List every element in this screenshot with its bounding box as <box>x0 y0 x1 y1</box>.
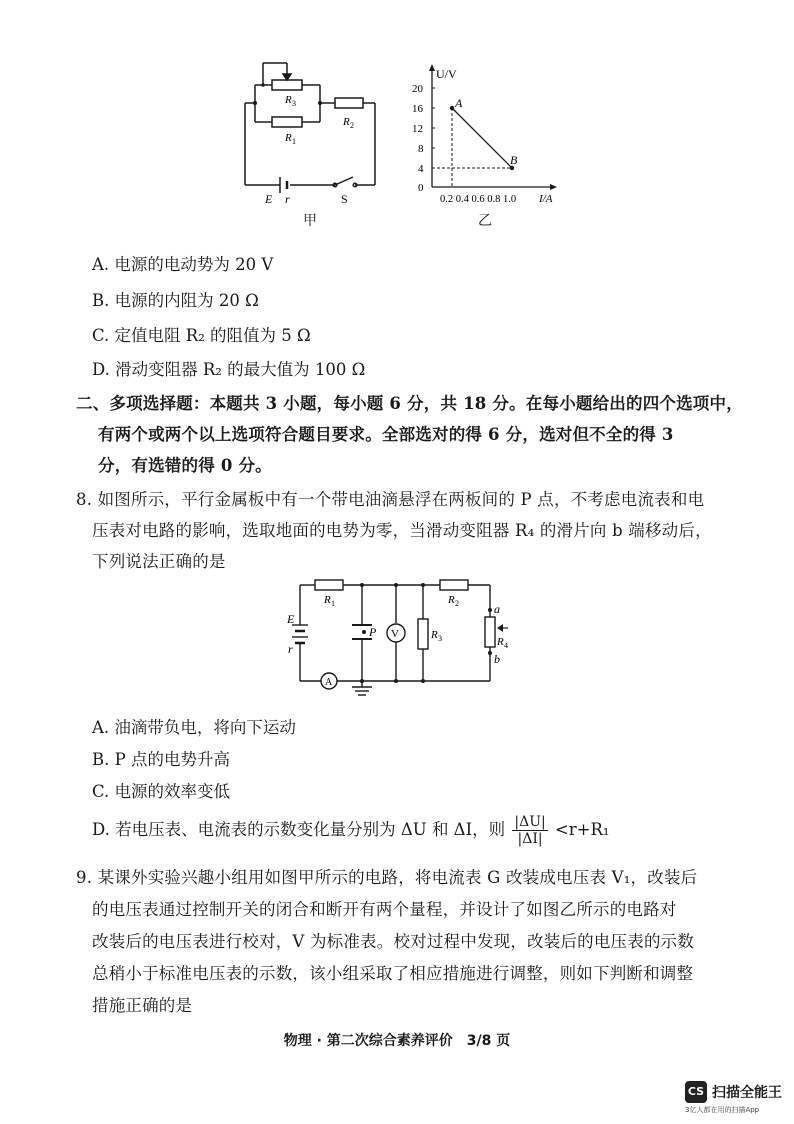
logo-subtitle: 3亿人都在用的扫描App <box>685 1106 760 1114</box>
q8-label-r4-sub: 4 <box>504 641 508 650</box>
q8-option-d-fraction <box>512 814 547 847</box>
q7-option-c: C. 定值电阻 R₂ 的阻值为 5 Ω <box>92 326 311 345</box>
fraction-denominator: |ΔI| <box>517 831 543 847</box>
section2-line2: 有两个或两个以上选项符合题目要求。全部选对的得 6 分，选对但不全的得 3 <box>98 425 674 444</box>
q8-label-r2-sub: 2 <box>455 599 459 608</box>
q8-label-a-meter: A <box>325 677 333 688</box>
caption-yi: 乙 <box>478 213 492 229</box>
page-footer: 物理 · 第二次综合素养评价 3/8 页 <box>283 1033 511 1049</box>
caption-jia: 甲 <box>303 213 317 229</box>
label-s: S <box>341 192 348 206</box>
q8-label-v: V <box>391 628 399 640</box>
y-tick: 12 <box>412 123 423 135</box>
y-tick: 8 <box>418 143 424 155</box>
q8-option-c: C. 电源的效率变低 <box>92 782 231 801</box>
fraction-numerator: |ΔU| <box>514 814 546 830</box>
q8-label-p: P <box>369 625 377 639</box>
y-tick: 4 <box>418 163 424 175</box>
q8-option-b: B. P 点的电势升高 <box>92 750 230 769</box>
label-r2: R <box>343 116 350 128</box>
q7-option-b: B. 电源的内阻为 20 Ω <box>92 291 259 310</box>
q8-label-r2: R <box>448 594 455 606</box>
q8-line2: 压表对电路的影响，选取地面的电势为零，当滑动变阻器 R₄ 的滑片向 b 端移动后， <box>92 521 712 540</box>
logo-name: 扫描全能王 <box>712 1085 782 1101</box>
label-r1: R <box>285 132 292 144</box>
q8-line1: 8. 如图所示，平行金属板中有一个带电油滴悬浮在两板间的 P 点，不考虑电流表和电 <box>76 490 705 509</box>
q7-option-a: A. 电源的电动势为 20 V <box>92 255 274 274</box>
q8-label-r4: R <box>497 636 504 648</box>
section2-line1: 二、多项选择题：本题共 3 小题，每小题 6 分，共 18 分。在每小题给出的四个选项中， <box>76 394 743 413</box>
label-r3-sub: 3 <box>292 99 296 108</box>
q8-label-r1-sub: 1 <box>331 599 335 608</box>
x-ticks: 0.2 0.4 0.6 0.8 1.0 <box>440 194 517 205</box>
q8-label-e: E <box>287 612 295 626</box>
camscanner-logo-icon: CS <box>685 1081 707 1103</box>
label-r2-sub: 2 <box>350 121 354 130</box>
q8-label-r3: R <box>431 629 438 641</box>
point-b-label: B <box>510 153 518 167</box>
q9-line4: 总稍小于标准电压表的示数，该小组采取了相应措施进行调整，则如下判断和调整 <box>92 964 694 983</box>
q9-line5: 措施正确的是 <box>92 996 193 1015</box>
label-r: r <box>285 192 290 206</box>
q8-option-d <box>92 814 610 847</box>
y-tick: 16 <box>412 103 423 115</box>
q8-line3: 下列说法正确的是 <box>92 552 226 571</box>
label-r1-sub: 1 <box>292 137 296 146</box>
point-a-label: A <box>455 96 463 110</box>
q8-label-b: b <box>494 652 500 666</box>
q9-line2: 的电压表通过控制开关的闭合和断开有两个量程，并设计了如图乙所示的电路对 <box>92 900 677 919</box>
q7-option-d: D. 滑动变阻器 R₂ 的最大值为 100 Ω <box>92 360 366 379</box>
circuit-diagram-jia <box>235 55 385 210</box>
q8-option-d-suffix: <r+R₁ <box>554 820 610 839</box>
q8-option-a: A. 油滴带负电，将向下运动 <box>92 718 296 737</box>
q8-label-r: r <box>288 642 293 656</box>
y-tick: 0 <box>418 182 424 194</box>
q8-option-d-prefix: D. 若电压表、电流表的示数变化量分别为 ΔU 和 ΔI，则 <box>92 820 506 839</box>
q9-line1: 9. 某课外实验兴趣小组用如图甲所示的电路，将电流表 G 改装成电压表 V₁，改装后 <box>76 868 698 887</box>
label-e: E <box>265 192 273 206</box>
scanner-watermark <box>685 1081 789 1115</box>
circuit-diagram-q8 <box>280 575 520 700</box>
y-axis-label: U/V <box>436 67 457 81</box>
q8-label-a: a <box>494 602 500 616</box>
q8-label-r1: R <box>324 594 331 606</box>
q9-line3: 改装后的电压表进行校对，V 为标准表。校对过程中发现，改装后的电压表的示数 <box>92 932 695 951</box>
x-axis-label: I/A <box>539 193 553 205</box>
y-tick: 20 <box>412 83 423 95</box>
label-r3: R <box>285 94 292 106</box>
section2-line3: 分，有选错的得 0 分。 <box>98 456 272 475</box>
ui-graph-yi <box>408 62 568 212</box>
q8-label-r3-sub: 3 <box>438 634 442 643</box>
